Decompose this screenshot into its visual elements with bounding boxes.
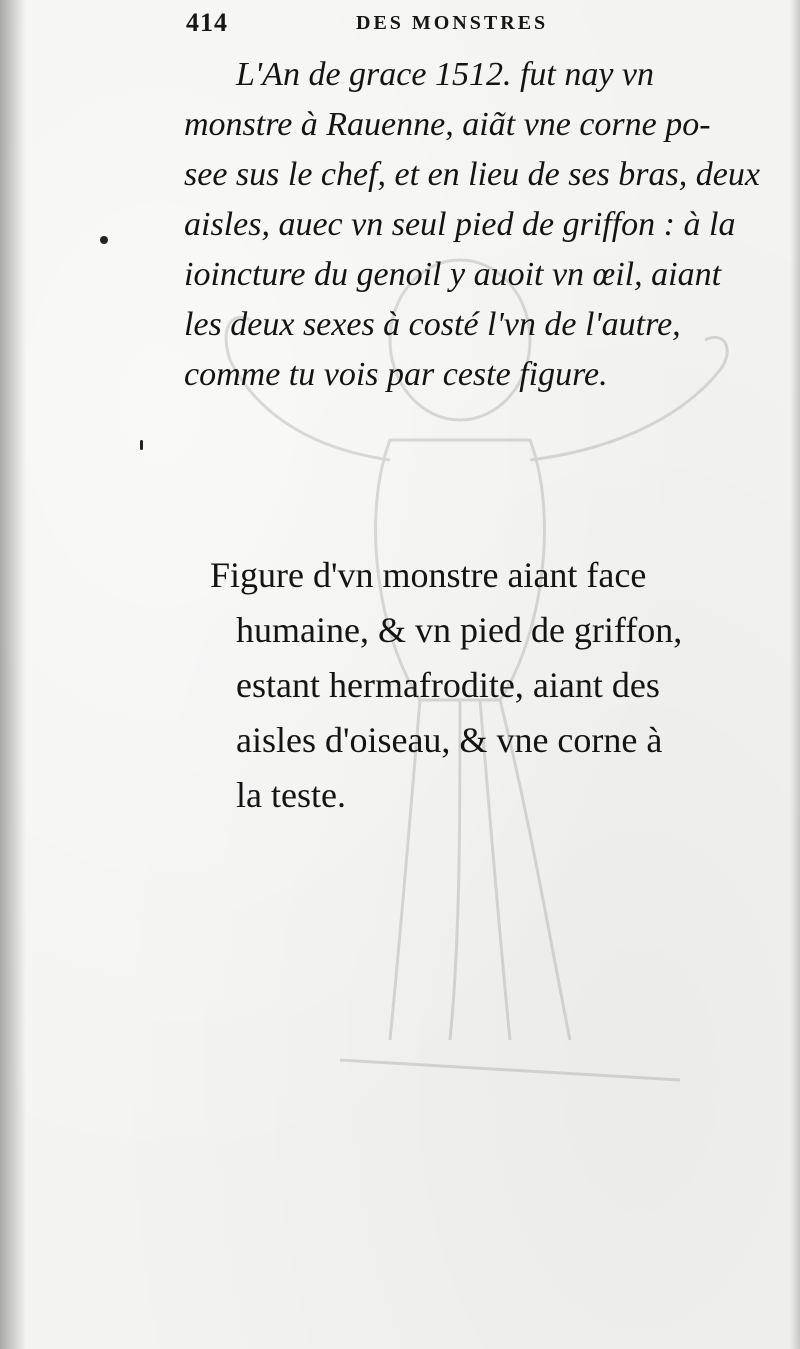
gutter-shadow xyxy=(0,0,26,1349)
page-header xyxy=(186,8,656,44)
caption-line: estant hermafrodite, aiant des xyxy=(236,665,660,705)
caption-line: humaine, & vn pied de griffon, xyxy=(236,610,683,650)
text-line: L'An de grace 1512. fut nay vn xyxy=(236,56,655,93)
text-line: see sus le chef, et en lieu de ses bras, deux xyxy=(184,156,760,193)
caption-line: la teste. xyxy=(236,775,346,815)
ink-speck xyxy=(100,236,108,244)
running-head: DES MONSTRES xyxy=(356,12,549,34)
italic-paragraph xyxy=(184,50,774,400)
text-line: comme tu vois par ceste figure. xyxy=(184,356,608,393)
text-line: ioincture du genoil y auoit vn œil, aiant xyxy=(184,256,722,293)
text-line: les deux sexes à costé l'vn de l'autre, xyxy=(184,306,681,343)
page-edge-shadow xyxy=(790,0,800,1349)
text-line: aisles, auec vn seul pied de griffon : à la xyxy=(184,206,736,243)
text-line: monstre à Rauenne, aiãt vne corne po- xyxy=(184,106,711,143)
ink-speck xyxy=(140,440,143,450)
figure-caption xyxy=(210,548,770,823)
page-number: 414 xyxy=(186,8,228,37)
caption-line: Figure d'vn monstre aiant face xyxy=(210,555,647,595)
caption-line: aisles d'oiseau, & vne corne à xyxy=(236,720,663,760)
